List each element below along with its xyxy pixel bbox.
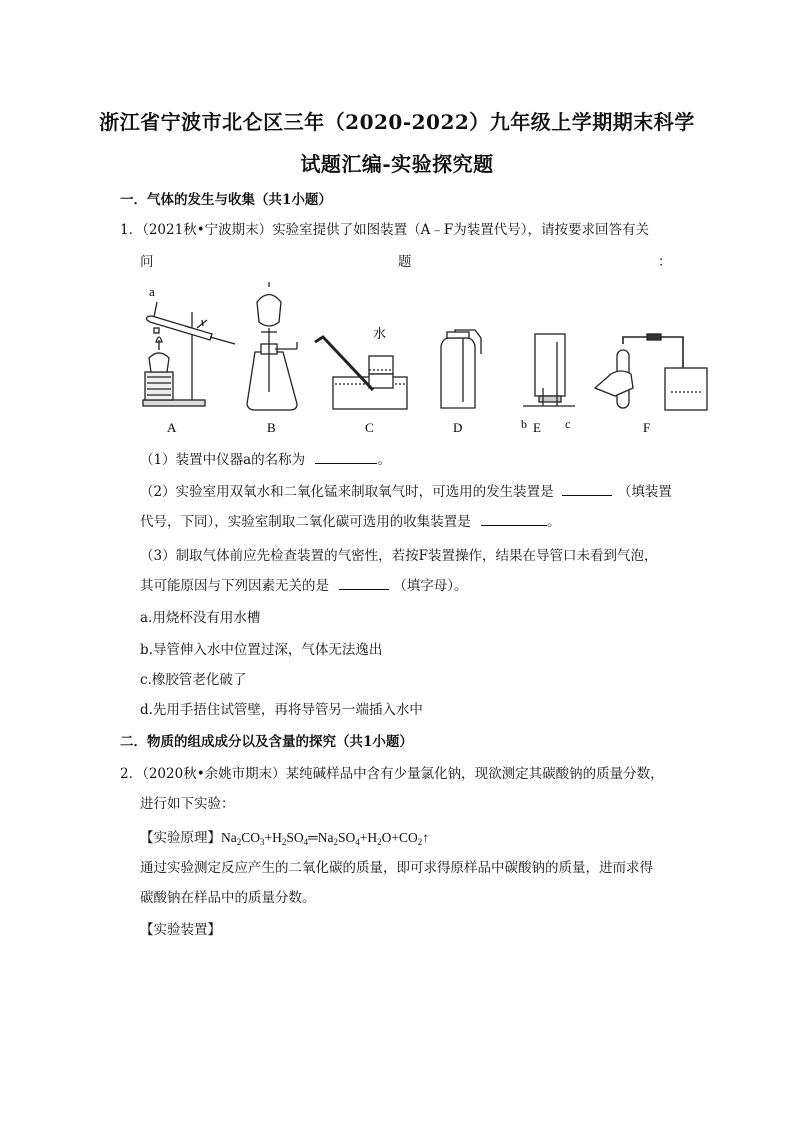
section-heading-1: 一．气体的发生与收集（共1小题）	[120, 192, 332, 208]
apparatus-figure	[125, 282, 715, 442]
apparatus-a	[143, 302, 235, 406]
apparatus-label-d: D	[453, 420, 463, 435]
q1-option-c: c.橡胶管老化破了	[140, 672, 247, 688]
q1-part2-line2	[140, 510, 561, 530]
apparatus-drawing	[125, 282, 715, 442]
q1-part3b-end: （填字母）。	[393, 578, 468, 594]
apparatus-label-f: F	[643, 420, 651, 435]
section-heading-2: 二．物质的组成成分以及含量的探究（共1小题）	[120, 734, 413, 750]
q2-stem-line2: 进行如下实验：	[140, 796, 235, 812]
q1-part2-blank1[interactable]	[562, 482, 612, 496]
q1-stem-b1: 问	[140, 254, 154, 270]
apparatus-f	[595, 334, 707, 410]
label-b: b	[521, 417, 527, 431]
q1-part3b-text: 其可能原因与下列因素无关的是	[140, 578, 329, 594]
apparatus-label-b: B	[267, 420, 276, 435]
apparatus-label-e: E	[533, 420, 541, 435]
apparatus-label-c: C	[365, 420, 374, 435]
label-a: a	[149, 284, 155, 299]
q1-part2b-end: 。	[547, 514, 561, 530]
q1-part3-line2	[140, 574, 468, 594]
q1-stem-line1	[120, 218, 649, 238]
q2-number: 2．	[120, 766, 143, 782]
q2-stem-a: （2020秋•余姚市期末）某纯碱样品中含有少量氯化钠，现欲测定其碳酸钠的质量分数，	[142, 766, 664, 782]
q1-option-b: b.导管伸入水中位置过深，气体无法逸出	[140, 642, 383, 658]
q1-part1-end: 。	[377, 452, 391, 468]
q1-part3-blank[interactable]	[339, 576, 389, 590]
q1-part1-text: （1）装置中仪器a的名称为	[140, 452, 306, 468]
apparatus-c	[315, 337, 407, 409]
apparatus-b	[247, 282, 297, 410]
label-water: 水	[373, 327, 387, 342]
q1-option-d: d.先用手捂住试管壁，再将导管另一端插入水中	[140, 702, 423, 718]
q1-part1	[140, 448, 391, 468]
q2-text-line2: 碳酸钠在样品中的质量分数。	[140, 890, 316, 906]
apparatus-d	[441, 330, 481, 408]
q1-stem-b2: 题	[398, 254, 412, 270]
label-c: c	[565, 417, 571, 431]
q1-stem-a: （2021秋•宁波期末）实验室提供了如图装置（A﹣F为装置代号），请按要求回答有关	[142, 222, 650, 238]
q1-part2a-end: （填装置	[617, 484, 672, 500]
apparatus-label-a: A	[167, 420, 177, 435]
q2-principle-label: 【实验原理】	[140, 830, 221, 846]
q1-part3-line1: （3）制取气体前应先检查装置的气密性，若按F装置操作，结果在导管口未看到气泡，	[140, 548, 658, 564]
q2-principle	[140, 826, 429, 846]
apparatus-e	[523, 334, 575, 406]
q1-option-a: a.用烧杯没有用水槽	[140, 610, 261, 626]
q2-text-line1: 通过实验测定反应产生的二氧化碳的质量，即可求得原样品中碳酸钠的质量，进而求得	[140, 860, 653, 876]
page-title-line2: 试题汇编-实验探究题	[300, 152, 494, 176]
q1-part2b-text: 代号，下同），实验室制取二氧化碳可选用的收集装置是	[140, 514, 471, 530]
q1-part1-blank[interactable]	[315, 450, 377, 464]
q2-device-label: 【实验装置】	[140, 922, 221, 938]
q2-stem-line1	[120, 762, 664, 782]
q2-equation: $Na_2CO_3+H_2SO_4═Na_2SO_4+H_2O+CO_2↑$	[221, 830, 429, 847]
q1-stem-b3: ：	[658, 254, 672, 270]
q1-part2a-text: （2）实验室用双氧水和二氧化锰来制取氧气时，可选用的发生装置是	[140, 484, 554, 500]
page-title-line1: 浙江省宁波市北仑区三年（2020-2022）九年级上学期期末科学	[99, 110, 695, 134]
q1-part2-line1	[140, 480, 672, 500]
q1-part2-blank2[interactable]	[481, 512, 547, 526]
q1-number: 1．	[120, 222, 143, 238]
